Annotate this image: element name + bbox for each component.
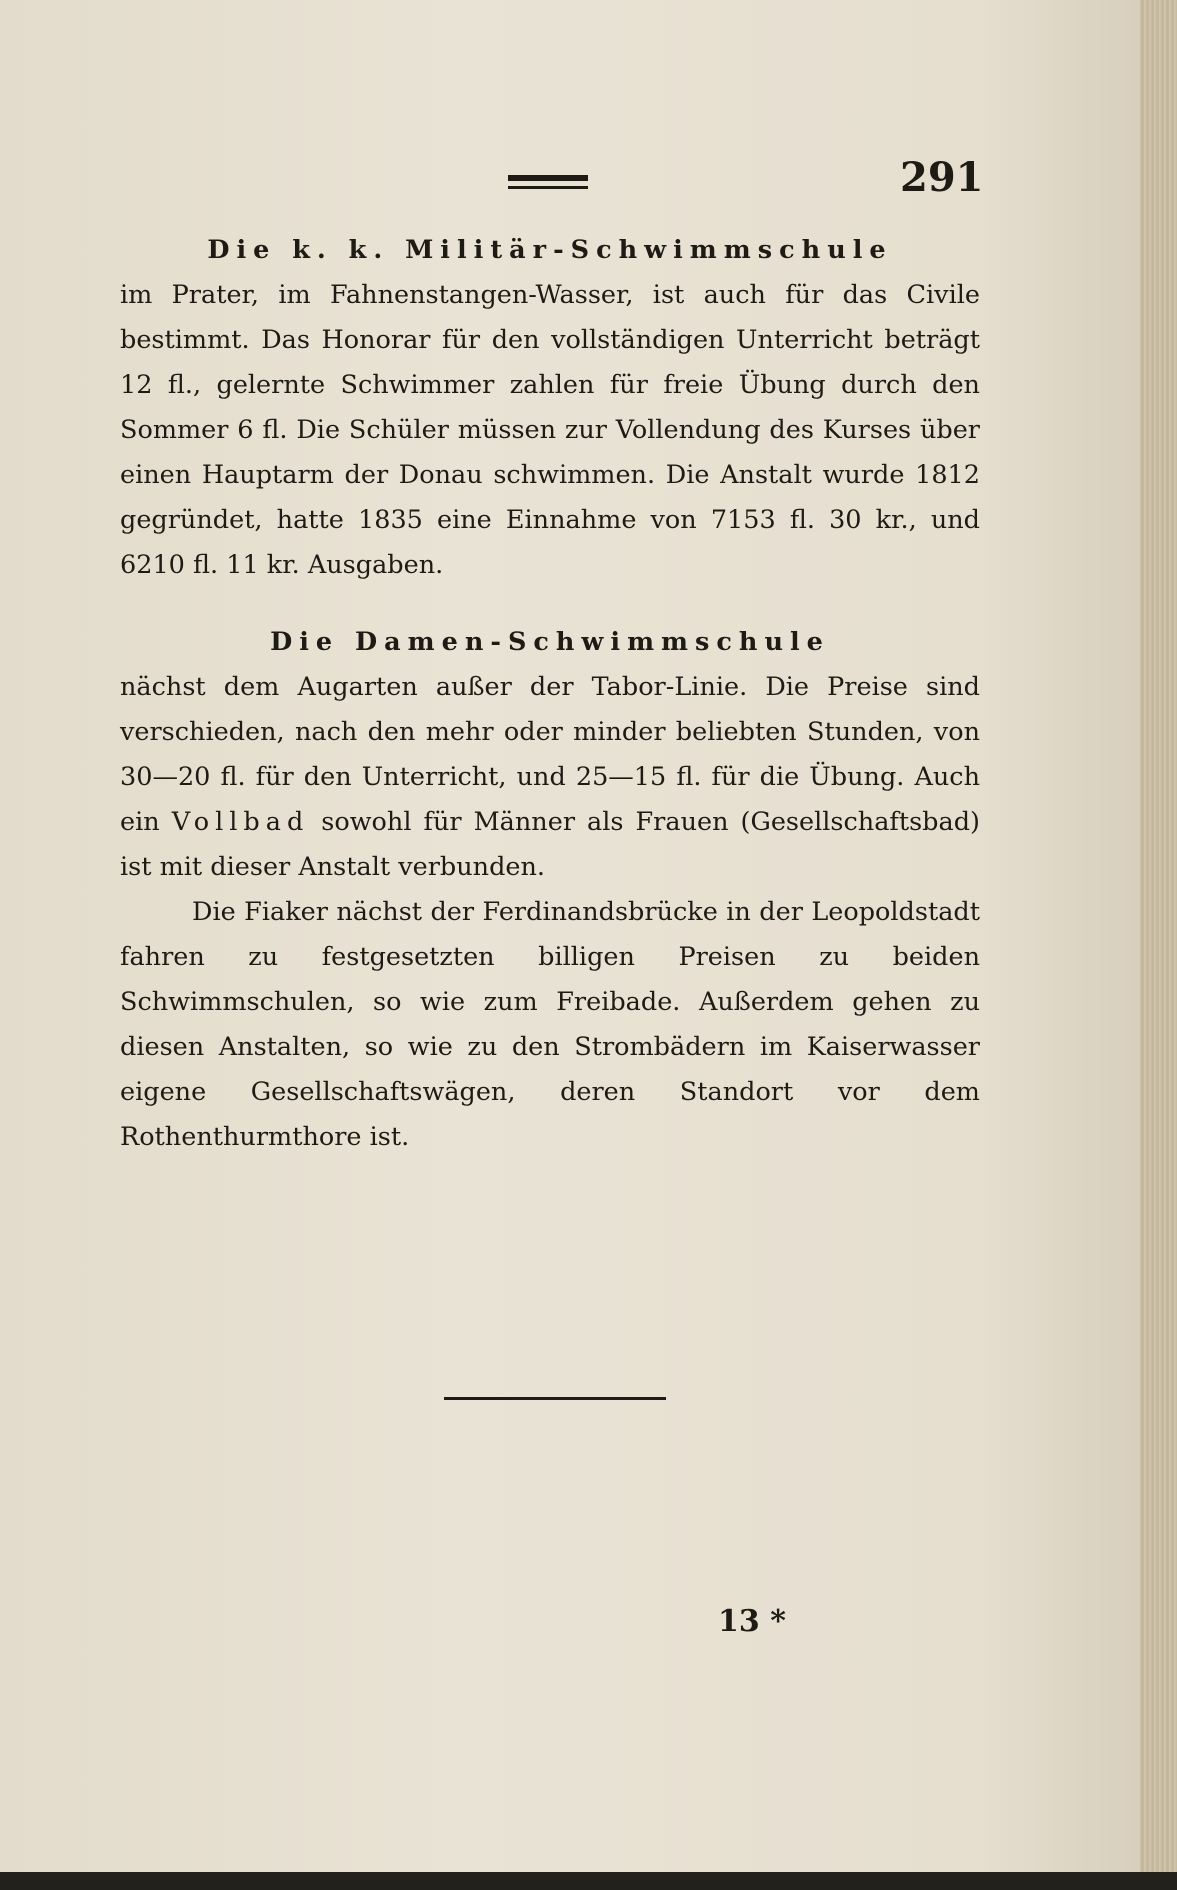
section-gap: [120, 588, 980, 620]
section-heading-military-school: Die k. k. Militär-Schwimmschule: [207, 235, 893, 265]
paragraph-text-before: nächst dem Augarten außer der Tabor-Linie. Die Preise sind verschieden, nach den mehr oder minder beliebten Stunden, von 30—20 fl. für den Unterricht, und 25—15 fl. für die Übung. Auch ein: [120, 672, 980, 837]
page-number: 291: [900, 154, 984, 201]
end-rule: [444, 1397, 666, 1400]
page-edge: [1140, 0, 1177, 1872]
paragraph-text-after: sowohl für Männer als Frauen (Gesellschaftsbad) ist mit dieser Anstalt verbunden.: [120, 807, 980, 882]
page-header: [0, 150, 1140, 210]
spaced-word: Vollbad: [171, 807, 310, 837]
paragraph-ladies-school: [120, 665, 980, 890]
paragraph-military-school: im Prater, im Fahnenstangen-Wasser, ist auch für das Civile bestimmt. Das Honorar für den vollständigen Unterricht beträgt 12 fl., gelernte Schwimmer zahlen für freie Übung durch den Sommer 6 fl. Die Schüler müssen zur Vollendung des Kurses über einen Hauptarm der Donau schwimmen. Die Anstalt wurde 1812 gegründet, hatte 1835 eine Einnahme von 7153 fl. 30 kr., und 6210 fl. 11 kr. Ausgaben.: [120, 280, 980, 580]
paragraph-fiaker: Die Fiaker nächst der Ferdinandsbrücke in der Leopoldstadt fahren zu festgesetzten billigen Preisen zu beiden Schwimmschulen, so wie zum Freibade. Außerdem gehen zu diesen Anstalten, so wie zu den Strombädern im Kaiserwasser eigene Gesellschaftswägen, deren Standort vor dem Rothenthurmthore ist.: [120, 897, 980, 1152]
section-heading-ladies-school: Die Damen-Schwimmschule: [270, 627, 830, 657]
header-rule: [508, 175, 588, 189]
body-text: [120, 228, 980, 1160]
signature-mark: 13 *: [718, 1604, 786, 1639]
